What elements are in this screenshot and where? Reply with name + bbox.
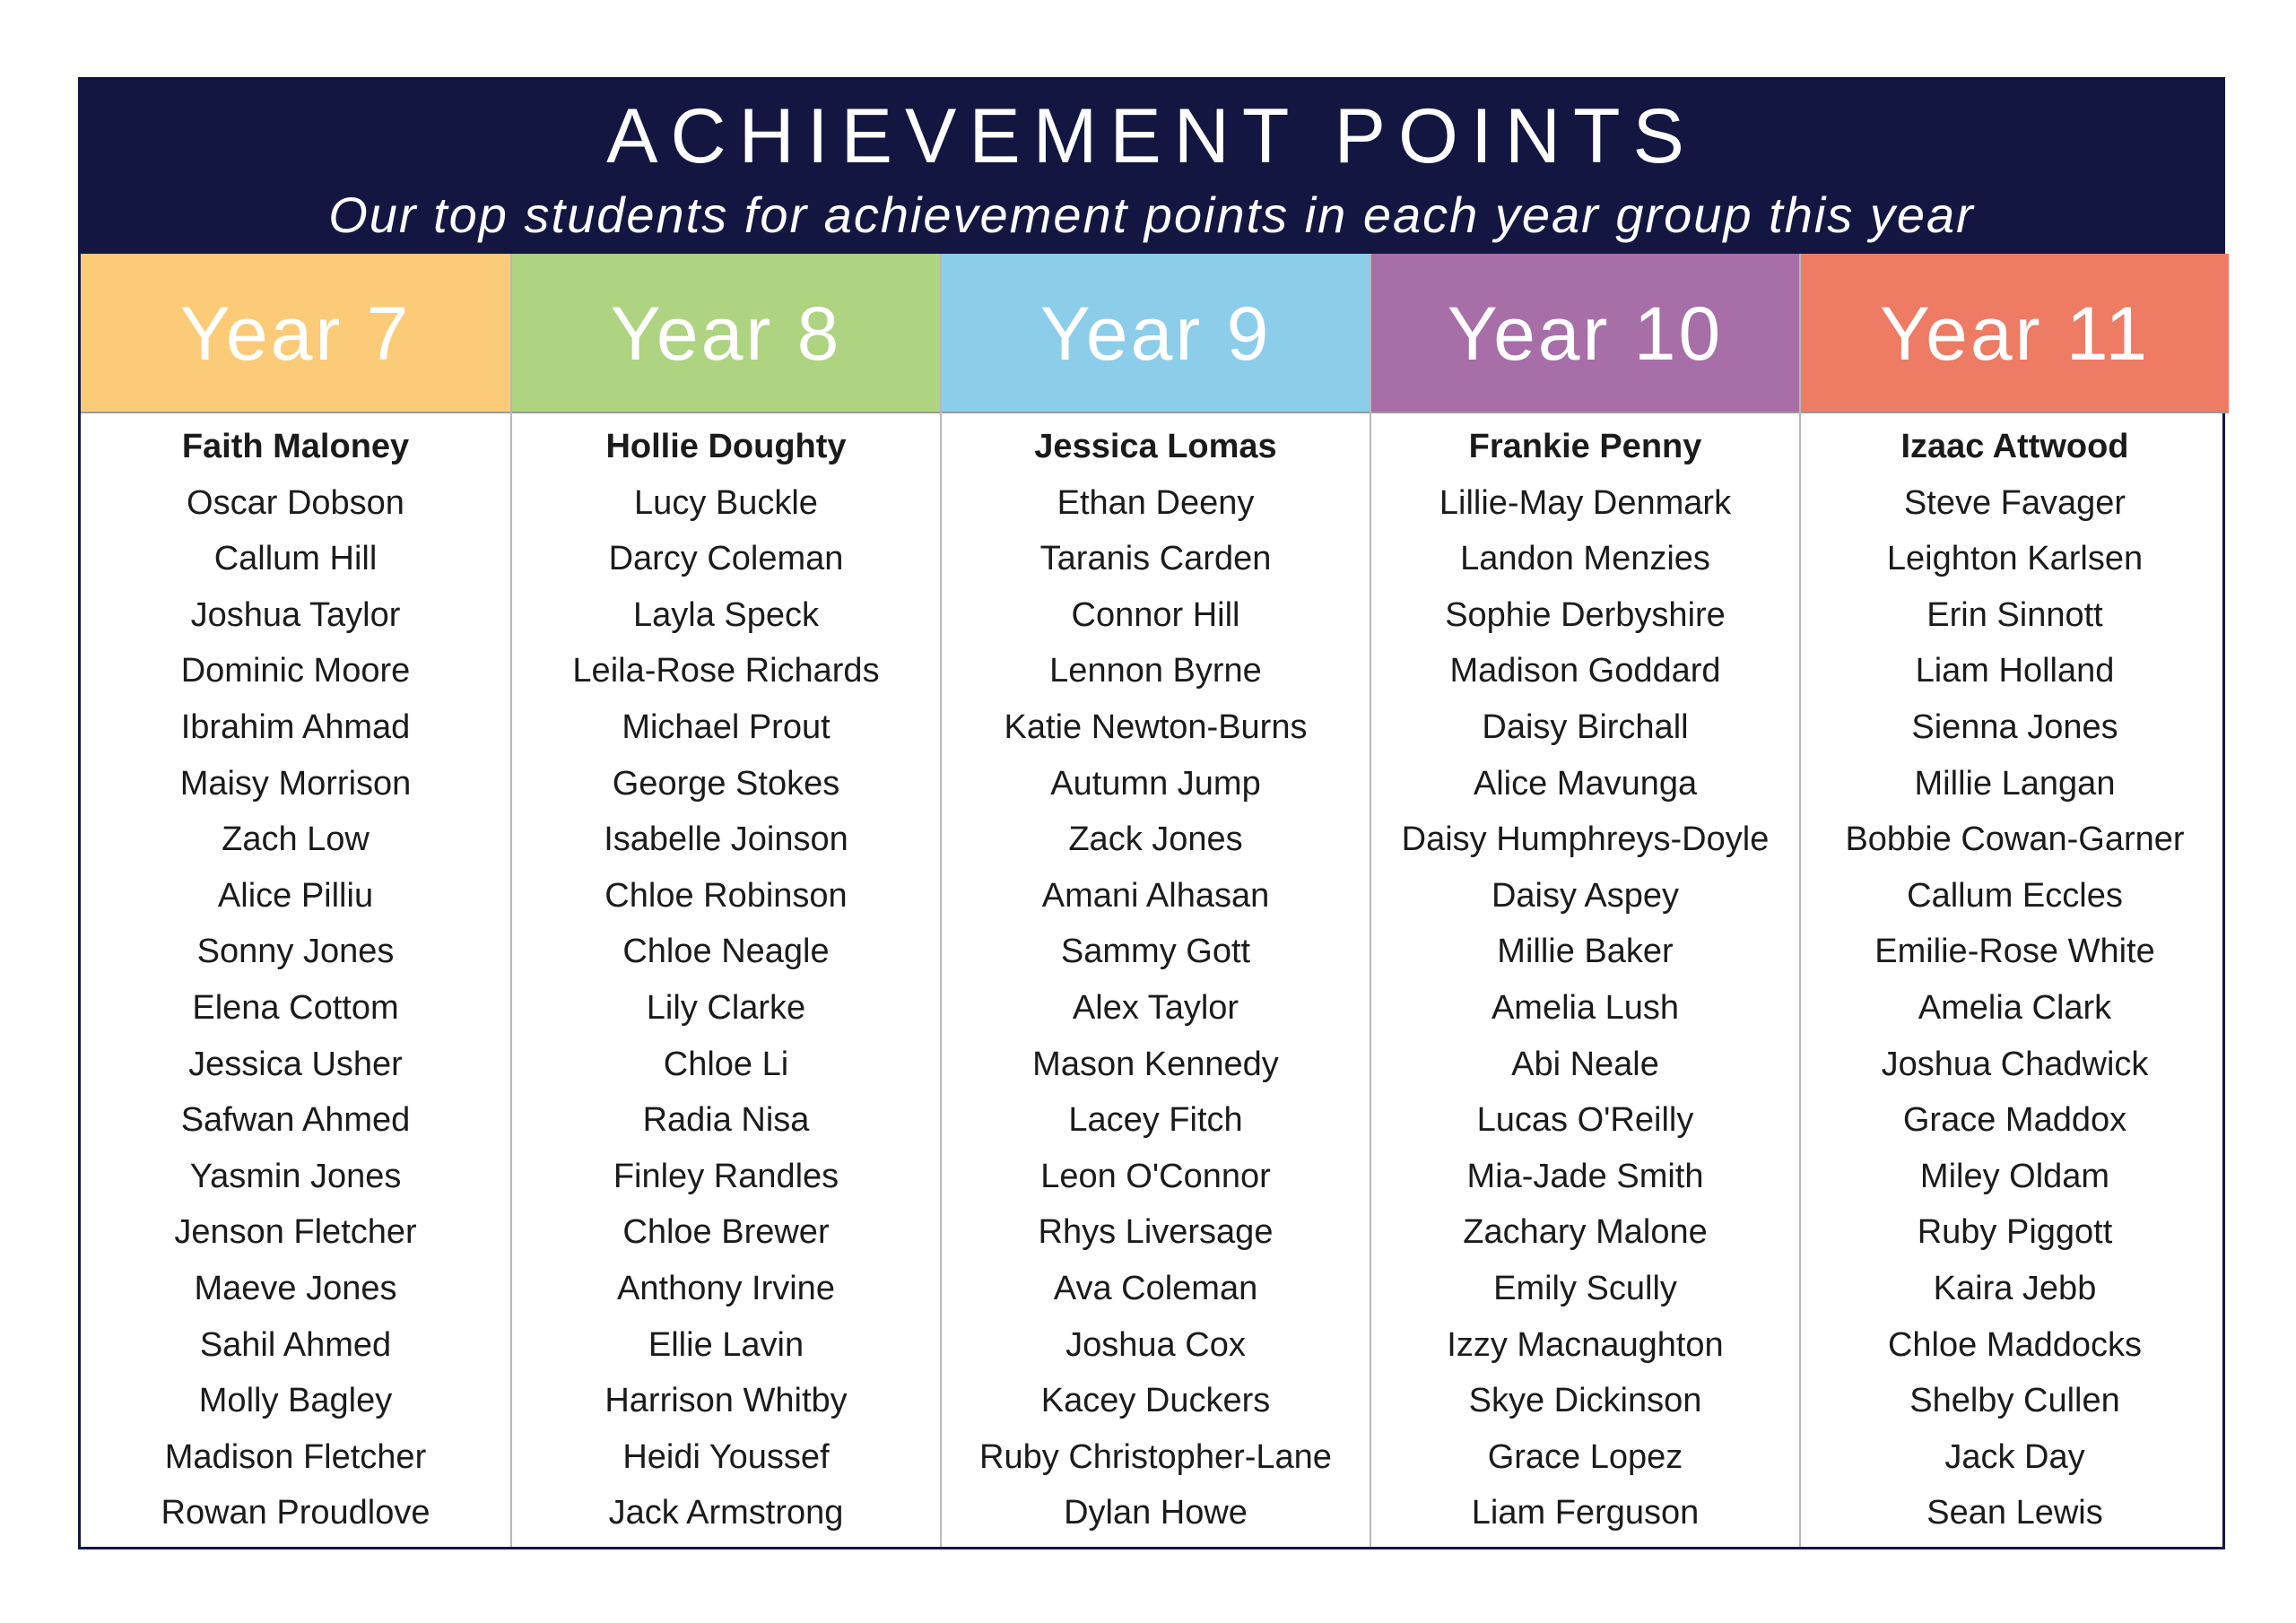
student-name: Daisy Humphreys-Doyle (1401, 820, 1770, 859)
student-name: Emily Scully (1493, 1269, 1677, 1307)
student-name: Sahil Ahmed (199, 1325, 392, 1364)
student-name: Izzy Macnaughton (1447, 1325, 1724, 1364)
student-name: Isabelle Joinson (604, 820, 848, 859)
student-name: Molly Bagley (198, 1382, 393, 1420)
student-name: Jessica Usher (188, 1045, 403, 1083)
student-name: Millie Baker (1497, 933, 1674, 971)
page-title: ACHIEVEMENT POINTS (606, 93, 1697, 179)
year-7-name-list (81, 413, 510, 1541)
student-name: Grace Lopez (1487, 1437, 1683, 1476)
student-name: Liam Ferguson (1471, 1494, 1700, 1532)
student-name: Ruby Christopher-Lane (979, 1437, 1332, 1476)
student-name: Liam Holland (1915, 652, 2115, 690)
student-name: Autumn Jump (1050, 764, 1261, 803)
student-name: Landon Menzies (1460, 540, 1710, 578)
year-8-name-list (512, 413, 940, 1541)
student-name: Heidi Youssef (622, 1437, 830, 1476)
student-name: Katie Newton-Burns (1004, 707, 1308, 746)
student-name: Chloe Maddocks (1887, 1325, 2143, 1364)
student-name: Lily Clarke (646, 988, 806, 1027)
top-student-name: Jessica Lomas (1034, 428, 1277, 465)
year-9-name-list (942, 413, 1370, 1541)
student-name: Chloe Robinson (604, 876, 848, 915)
student-name: Amelia Lush (1491, 988, 1680, 1027)
student-name: Sean Lewis (1926, 1494, 2103, 1532)
student-name: Leila-Rose Richards (572, 652, 880, 690)
student-name: Millie Langan (1914, 764, 2116, 803)
student-name: Lillie-May Denmark (1439, 483, 1732, 522)
student-name: Grace Maddox (1902, 1101, 2127, 1140)
student-name: Amani Alhasan (1041, 876, 1270, 915)
student-name: Sophie Derbyshire (1445, 595, 1726, 634)
student-name: Joshua Cox (1065, 1325, 1246, 1364)
student-name: Madison Goddard (1449, 652, 1721, 690)
achievement-board (78, 77, 2225, 1549)
student-name: Sammy Gott (1060, 933, 1251, 971)
student-name: Rowan Proudlove (161, 1494, 430, 1532)
student-name: Bobbie Cowan-Garner (1845, 820, 2185, 859)
student-name: Alice Mavunga (1473, 764, 1698, 803)
student-name: Daisy Birchall (1482, 707, 1689, 746)
student-name: Ellie Lavin (648, 1325, 804, 1364)
top-student-name: Hollie Doughty (605, 428, 847, 465)
student-name: Oscar Dobson (187, 483, 404, 522)
student-name: Lucas O'Reilly (1476, 1101, 1694, 1140)
student-name: Michael Prout (622, 707, 831, 746)
student-name: Anthony Irvine (617, 1269, 835, 1307)
student-name: Rhys Liversage (1038, 1213, 1274, 1252)
year-10-name-list (1371, 413, 1799, 1541)
year-9-column (940, 254, 1370, 1547)
year-7-heading: Year 7 (81, 254, 510, 413)
student-name: Shelby Cullen (1909, 1382, 2120, 1420)
student-name: Ava Coleman (1053, 1269, 1258, 1307)
student-name: Yasmin Jones (189, 1157, 402, 1195)
student-name: Kaira Jebb (1933, 1269, 2097, 1307)
year-7-column (81, 254, 510, 1547)
student-name: Zach Low (222, 820, 370, 859)
student-name: Layla Speck (632, 595, 819, 634)
top-student-name: Faith Maloney (181, 428, 410, 465)
year-11-name-list (1801, 413, 2229, 1541)
student-name: Chloe Li (663, 1045, 789, 1083)
top-student-name: Frankie Penny (1468, 428, 1702, 465)
student-name: Harrison Whitby (604, 1382, 848, 1420)
top-student-name: Izaac Attwood (1900, 428, 2129, 465)
page-subtitle: Our top students for achievement points in each year group this year (328, 187, 1975, 243)
student-name: Skye Dickinson (1468, 1382, 1702, 1420)
year-9-heading: Year 9 (942, 254, 1370, 413)
student-name: Maeve Jones (194, 1269, 397, 1307)
student-name: Steve Favager (1903, 483, 2126, 522)
student-name: Elena Cottom (192, 988, 399, 1027)
student-name: Chloe Brewer (622, 1213, 830, 1252)
student-name: Amelia Clark (1918, 988, 2112, 1027)
student-name: Zack Jones (1068, 820, 1243, 859)
student-name: Miley Oldam (1919, 1157, 2110, 1195)
student-name: Finley Randles (613, 1157, 839, 1195)
student-name: Jack Day (1944, 1437, 2085, 1476)
student-name: Lucy Buckle (634, 483, 818, 522)
student-name: Daisy Aspey (1491, 876, 1680, 915)
student-name: Ruby Piggott (1917, 1213, 2113, 1252)
student-name: Leighton Karlsen (1886, 540, 2144, 578)
student-name: Madison Fletcher (164, 1437, 427, 1476)
student-name: Jenson Fletcher (174, 1213, 417, 1252)
year-8-heading: Year 8 (512, 254, 940, 413)
student-name: Dylan Howe (1064, 1494, 1248, 1532)
student-name: Kacey Duckers (1040, 1382, 1271, 1420)
student-name: Sienna Jones (1911, 707, 2118, 746)
student-name: Mia-Jade Smith (1466, 1157, 1704, 1195)
student-name: Erin Sinnott (1926, 595, 2103, 634)
student-name: Alice Pilliu (217, 876, 374, 915)
student-name: Abi Neale (1511, 1045, 1659, 1083)
student-name: Radia Nisa (642, 1101, 810, 1140)
student-name: Taranis Carden (1039, 540, 1272, 578)
student-name: Callum Hill (213, 540, 378, 578)
year-11-heading: Year 11 (1801, 254, 2229, 413)
student-name: Safwan Ahmed (180, 1101, 411, 1140)
student-name: Chloe Neagle (622, 933, 830, 971)
year-10-column (1370, 254, 1799, 1547)
student-name: Jack Armstrong (608, 1494, 844, 1532)
student-name: Lacey Fitch (1068, 1101, 1243, 1140)
student-name: Ibrahim Ahmad (180, 707, 411, 746)
student-name: Emilie-Rose White (1874, 933, 2155, 971)
student-name: Callum Eccles (1907, 876, 2123, 915)
student-name: George Stokes (612, 764, 840, 803)
student-name: Sonny Jones (196, 933, 395, 971)
student-name: Ethan Deeny (1057, 483, 1255, 522)
student-name: Connor Hill (1071, 595, 1240, 634)
student-name: Joshua Taylor (190, 595, 401, 634)
year-8-column (510, 254, 940, 1547)
student-name: Darcy Coleman (608, 540, 844, 578)
student-name: Mason Kennedy (1032, 1045, 1279, 1083)
year-11-column (1799, 254, 2229, 1547)
student-name: Joshua Chadwick (1881, 1045, 2149, 1083)
student-name: Maisy Morrison (179, 764, 412, 803)
student-name: Leon O'Connor (1040, 1157, 1271, 1195)
title-banner (81, 80, 2222, 254)
student-name: Zachary Malone (1463, 1213, 1708, 1252)
student-name: Dominic Moore (180, 652, 411, 690)
student-name: Lennon Byrne (1049, 652, 1262, 690)
year-10-heading: Year 10 (1371, 254, 1799, 413)
student-name: Alex Taylor (1072, 988, 1239, 1027)
